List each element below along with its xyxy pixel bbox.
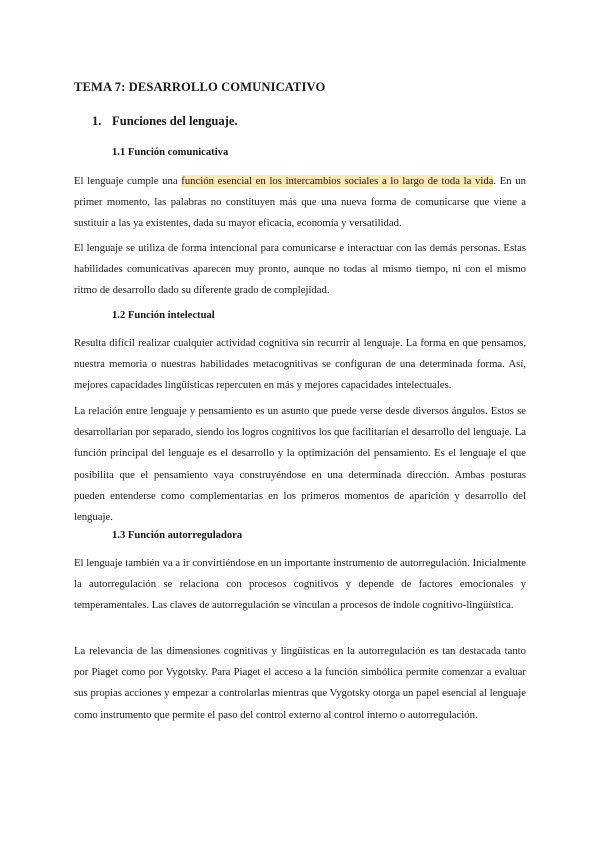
section-heading: [92, 114, 238, 129]
paragraph-comunicativa-1: [74, 171, 526, 235]
subsection-heading-autorreguladora: 1.3 Función autorreguladora: [112, 530, 243, 541]
section-number: 1.: [92, 114, 102, 128]
paragraph-intelectual-2: La relación entre lenguaje y pensamiento es un asunto que puede verse desde diversos ángulos. Estos se desarrollarían por separado, siendo los logros cognitivos los que facilitarían el desarrollo del lenguaje. La función principal del lenguaje es el desarrollo y la optimización del pensamiento. Es el lenguaje el que posibilita que el pensamiento vaya construyéndose en una determinada dirección. Ambas posturas pueden entenderse como complementarias en los primeros momentos de aparición y desarrollo del lenguaje.: [74, 405, 526, 524]
paragraph-comunicativa-2: El lenguaje se utiliza de forma intencional para comunicarse e interactuar con las demás personas. Estas habilidades comunicativas aparecen muy pronto, aunque no todas al mismo tiempo, ni con el mismo ritmo de desarrollo dado su diferente grado de complejidad.: [74, 242, 526, 297]
paragraph-text: El lenguaje cumple una: [74, 175, 182, 187]
paragraph-autorreguladora-2: La relevancia de las dimensiones cognitivas y lingüísticas en la autorregulación es tan destacada tanto por Piaget como por Vygotsky. Para Piaget el acceso a la función simbólica permite comenzar a evaluar sus propias acciones y empezar a controlarlas mientras que Vygotsky otorga un papel esencial al lenguaje como instrumento que permite el paso del control externo al control interno o autorregulación.: [74, 645, 526, 721]
paragraph-intelectual-1: Resulta difícil realizar cualquier actividad cognitiva sin recurrir al lenguaje. La forma en que pensamos, nuestra memoria o nuestras habilidades metacognitivas se configuran de una determinada forma. Así, mejores capacidades lingüísticas repercuten en más y mejores capacidades intelectuales.: [74, 337, 526, 392]
document-title: TEMA 7: DESARROLLO COMUNICATIVO: [74, 80, 326, 94]
section-title: Funciones del lenguaje.: [112, 114, 238, 128]
highlighted-text: función esencial en los intercambios sociales a lo largo de toda la vida: [181, 175, 494, 187]
paragraph-text: . En un primer momento, las palabras no constituyen más que una nueva forma de comunicarse que viene a sustituir a las ya existentes, dada su mayor eficacia, economía y versatilidad.: [74, 175, 526, 230]
subsection-heading-comunicativa: 1.1 Función comunicativa: [112, 147, 229, 158]
subsection-heading-intelectual: 1.2 Función intelectual: [112, 310, 215, 321]
paragraph-autorreguladora-1: El lenguaje también va a ir convirtiéndose en un importante instrumento de autorregulación. Inicialmente la autorregulación se relaciona con procesos cognitivos y depende de factores emocionales y temperamentales. Las claves de autorregulación se vinculan a procesos de índole cognitivo-lingüística.: [74, 557, 526, 612]
